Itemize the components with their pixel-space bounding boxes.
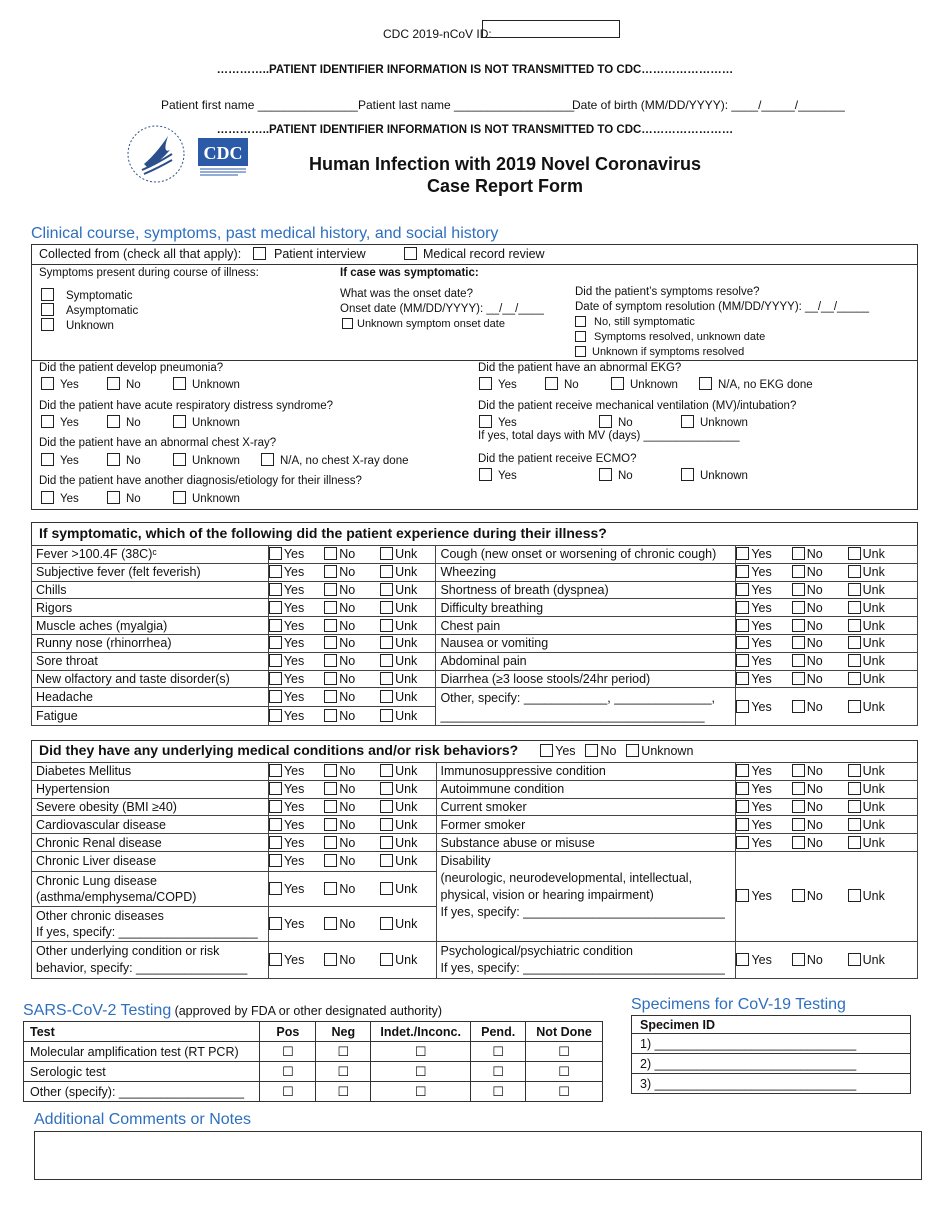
conditions-any-unknown[interactable]: Unknown bbox=[626, 744, 693, 758]
cdc-id-input[interactable] bbox=[482, 20, 620, 38]
divider bbox=[31, 264, 918, 265]
table-row bbox=[632, 1074, 911, 1094]
resolved-unknown-date-option[interactable]: Symptoms resolved, unknown date bbox=[575, 331, 765, 343]
condition-liver-unk-option[interactable]: Unk bbox=[380, 851, 436, 871]
condition-left-3-yes-option[interactable]: Yes bbox=[268, 816, 324, 834]
other-condition-field[interactable]: Other underlying condition or risk behavior, specify: ________________ bbox=[32, 941, 269, 978]
symptom-label: Wheezing bbox=[436, 563, 736, 581]
condition-left-0-unk-option[interactable]: Unk bbox=[380, 763, 436, 781]
symptom-label: New olfactory and taste disorder(s) bbox=[32, 670, 269, 688]
condition-right-2-no-option[interactable]: No bbox=[792, 798, 848, 816]
condition-right-0-yes-option[interactable]: Yes bbox=[736, 763, 792, 781]
comments-textarea[interactable] bbox=[34, 1131, 922, 1180]
symptom-left-4-yes-option[interactable]: Yes bbox=[268, 617, 324, 635]
mv-days-field[interactable]: If yes, total days with MV (days) _______________ bbox=[478, 430, 740, 442]
table-row bbox=[32, 798, 918, 816]
symptom-right-5-unk-option[interactable]: Unk bbox=[848, 634, 918, 652]
unknown-resolved-option[interactable]: Unknown if symptoms resolved bbox=[575, 346, 744, 358]
symptom-label: Diarrhea (≥3 loose stools/24hr period) bbox=[436, 670, 736, 688]
symptom-right-7-no-option[interactable]: No bbox=[792, 670, 848, 688]
condition-label: Substance abuse or misuse bbox=[436, 834, 736, 852]
disability-field[interactable]: Disability (neurologic, neurodevelopmental, intellectual, physical, vision or hearing impairment) If yes, specify: _____________________________ bbox=[436, 851, 736, 941]
symptom-right-0-no-option[interactable]: No bbox=[792, 546, 848, 564]
symptom-fatigue-yes-option[interactable]: Yes bbox=[268, 707, 324, 726]
specimen-id-field[interactable]: 2) _____________________________ bbox=[632, 1054, 911, 1074]
condition-label: Hypertension bbox=[32, 780, 269, 798]
test-result-checkbox[interactable]: ☐ bbox=[471, 1042, 526, 1062]
condition-left-4-yes-option[interactable]: Yes bbox=[268, 834, 324, 852]
onset-question: What was the onset date? bbox=[340, 288, 473, 300]
symptom-headache-no-option[interactable]: No bbox=[324, 688, 380, 707]
testing-column-header: Test bbox=[24, 1022, 260, 1042]
condition-right-1-unk-option[interactable]: Unk bbox=[848, 780, 918, 798]
symptom-left-7-no-option[interactable]: No bbox=[324, 670, 380, 688]
symptoms-heading: If symptomatic, which of the following did the patient experience during their illness? bbox=[39, 525, 607, 541]
symptom-label: Sore throat bbox=[32, 652, 269, 670]
condition-label: Chronic Renal disease bbox=[32, 834, 269, 852]
symptom-right-4-no-option[interactable]: No bbox=[792, 617, 848, 635]
symptom-right-4-yes-option[interactable]: Yes bbox=[736, 617, 792, 635]
symptom-label: Difficulty breathing bbox=[436, 599, 736, 617]
condition-liver-yes-option[interactable]: Yes bbox=[268, 851, 324, 871]
condition-right-0-no-option[interactable]: No bbox=[792, 763, 848, 781]
condition-lung-yes-option[interactable]: Yes bbox=[268, 871, 324, 906]
symptoms-present-label: Symptoms present during course of illness: bbox=[39, 267, 259, 279]
condition-left-1-yes-option[interactable]: Yes bbox=[268, 780, 324, 798]
specimen-id-header: Specimen ID bbox=[632, 1016, 911, 1034]
condition-left-4-unk-option[interactable]: Unk bbox=[380, 834, 436, 852]
resolution-date-field[interactable]: Date of symptom resolution (MM/DD/YYYY): __/__/_____ bbox=[575, 301, 870, 313]
test-result-checkbox[interactable]: ☐ bbox=[260, 1062, 316, 1082]
test-result-checkbox[interactable]: ☐ bbox=[260, 1082, 316, 1102]
table-row bbox=[32, 763, 918, 781]
table-row bbox=[32, 688, 918, 707]
testing-column-header: Indet./Inconc. bbox=[371, 1022, 471, 1042]
symptom-right-6-unk-option[interactable]: Unk bbox=[848, 652, 918, 670]
symptom-right-5-no-option[interactable]: No bbox=[792, 634, 848, 652]
symptom-fatigue-unk-option[interactable]: Unk bbox=[380, 707, 436, 726]
xray-question: Did the patient have an abnormal chest X-ray? bbox=[39, 437, 277, 449]
symptom-right-4-unk-option[interactable]: Unk bbox=[848, 617, 918, 635]
symptom-right-0-unk-option[interactable]: Unk bbox=[848, 546, 918, 564]
test-result-checkbox[interactable]: ☐ bbox=[526, 1082, 603, 1102]
testing-table bbox=[23, 1021, 603, 1102]
patient-first-name[interactable]: Patient first name _______________ bbox=[161, 98, 358, 112]
conditions-heading: Did they have any underlying medical conditions and/or risk behaviors? bbox=[39, 742, 519, 758]
condition-other-underlying-yes-option[interactable]: Yes bbox=[268, 941, 324, 978]
table-row bbox=[32, 581, 918, 599]
hhs-logo-icon bbox=[126, 124, 186, 184]
test-result-checkbox[interactable]: ☐ bbox=[371, 1062, 471, 1082]
symptom-left-0-unk-option[interactable]: Unk bbox=[380, 546, 436, 564]
conditions-header bbox=[39, 742, 693, 758]
symptom-left-5-yes-option[interactable]: Yes bbox=[268, 634, 324, 652]
onset-date-field[interactable]: Onset date (MM/DD/YYYY): __/__/____ bbox=[340, 303, 544, 315]
condition-other-chronic-no-option[interactable]: No bbox=[324, 906, 380, 941]
symptom-label: Fatigue bbox=[32, 707, 269, 726]
table-row bbox=[32, 652, 918, 670]
symptom-left-4-no-option[interactable]: No bbox=[324, 617, 380, 635]
mv-question: Did the patient receive mechanical ventilation (MV)/intubation? bbox=[478, 400, 797, 412]
symptom-headache-unk-option[interactable]: Unk bbox=[380, 688, 436, 707]
symptom-left-1-unk-option[interactable]: Unk bbox=[380, 563, 436, 581]
table-row bbox=[32, 780, 918, 798]
cdc-id-label: CDC 2019-nCoV ID: bbox=[383, 27, 492, 41]
symptom-right-3-no-option[interactable]: No bbox=[792, 599, 848, 617]
condition-label: Chronic Lung disease (asthma/emphysema/COPD) bbox=[32, 871, 269, 906]
condition-left-3-no-option[interactable]: No bbox=[324, 816, 380, 834]
testing-column-header: Pos bbox=[260, 1022, 316, 1042]
condition-label: Current smoker bbox=[436, 798, 736, 816]
table-row bbox=[32, 634, 918, 652]
symptom-right-5-yes-option[interactable]: Yes bbox=[736, 634, 792, 652]
symptom-label: Nausea or vomiting bbox=[436, 634, 736, 652]
test-result-checkbox[interactable]: ☐ bbox=[316, 1082, 371, 1102]
symptom-right-3-unk-option[interactable]: Unk bbox=[848, 599, 918, 617]
testing-column-header: Not Done bbox=[526, 1022, 603, 1042]
symptom-left-4-unk-option[interactable]: Unk bbox=[380, 617, 436, 635]
symptom-left-0-yes-option[interactable]: Yes bbox=[268, 546, 324, 564]
symptom-left-3-unk-option[interactable]: Unk bbox=[380, 599, 436, 617]
table-row bbox=[24, 1062, 603, 1082]
condition-right-4-no-option[interactable]: No bbox=[792, 834, 848, 852]
ecmo-question: Did the patient receive ECMO? bbox=[478, 453, 637, 465]
date-of-birth[interactable]: Date of birth (MM/DD/YYYY): ____/_____/_______ bbox=[572, 98, 845, 112]
symptom-label: Abdominal pain bbox=[436, 652, 736, 670]
mv-answers[interactable]: Yes No Unknown bbox=[479, 415, 748, 429]
condition-left-3-unk-option[interactable]: Unk bbox=[380, 816, 436, 834]
symptom-other-field[interactable]: Other, specify: ____________, ______________, ______________________________________ bbox=[436, 688, 736, 726]
symptom-left-6-yes-option[interactable]: Yes bbox=[268, 652, 324, 670]
condition-right-3-yes-option[interactable]: Yes bbox=[736, 816, 792, 834]
other-diagnosis-answers[interactable]: Yes No Unknown bbox=[41, 491, 240, 505]
condition-label: Former smoker bbox=[436, 816, 736, 834]
condition-liver-no-option[interactable]: No bbox=[324, 851, 380, 871]
table-row bbox=[32, 851, 918, 871]
divider bbox=[31, 360, 918, 361]
symptom-right-6-no-option[interactable]: No bbox=[792, 652, 848, 670]
symptom-label: Chills bbox=[32, 581, 269, 599]
pneumonia-question: Did the patient develop pneumonia? bbox=[39, 362, 224, 374]
xray-answers[interactable]: Yes No Unknown N/A, no chest X-ray done bbox=[41, 453, 408, 467]
test-result-checkbox[interactable]: ☐ bbox=[371, 1042, 471, 1062]
symptom-label: Muscle aches (myalgia) bbox=[32, 617, 269, 635]
symptom-other-no-option[interactable]: No bbox=[792, 688, 848, 726]
condition-right-1-no-option[interactable]: No bbox=[792, 780, 848, 798]
symptom-left-5-no-option[interactable]: No bbox=[324, 634, 380, 652]
testing-heading: SARS-CoV-2 Testing bbox=[23, 1002, 172, 1019]
symptom-label: Rigors bbox=[32, 599, 269, 617]
testing-heading-note: (approved by FDA or other designated authority) bbox=[174, 1004, 443, 1018]
collected-from-label: Collected from (check all that apply): bbox=[39, 247, 242, 261]
test-name: Molecular amplification test (RT PCR) bbox=[24, 1042, 260, 1062]
symptom-left-2-no-option[interactable]: No bbox=[324, 581, 380, 599]
condition-psych-no-option[interactable]: No bbox=[792, 941, 848, 978]
test-result-checkbox[interactable]: ☐ bbox=[526, 1062, 603, 1082]
condition-other-chronic-yes-option[interactable]: Yes bbox=[268, 906, 324, 941]
table-row bbox=[32, 546, 918, 564]
condition-label: Immunosuppressive condition bbox=[436, 763, 736, 781]
condition-label: Cardiovascular disease bbox=[32, 816, 269, 834]
table-row bbox=[32, 941, 918, 978]
symptom-other-unk-option[interactable]: Unk bbox=[848, 688, 918, 726]
symptom-left-7-unk-option[interactable]: Unk bbox=[380, 670, 436, 688]
condition-lung-no-option[interactable]: No bbox=[324, 871, 380, 906]
symptom-left-7-yes-option[interactable]: Yes bbox=[268, 670, 324, 688]
symptom-label: Cough (new onset or worsening of chronic cough) bbox=[436, 546, 736, 564]
condition-left-2-unk-option[interactable]: Unk bbox=[380, 798, 436, 816]
test-result-checkbox[interactable]: ☐ bbox=[526, 1042, 603, 1062]
condition-label: Severe obesity (BMI ≥40) bbox=[32, 798, 269, 816]
condition-right-2-unk-option[interactable]: Unk bbox=[848, 798, 918, 816]
symptom-left-1-yes-option[interactable]: Yes bbox=[268, 563, 324, 581]
condition-left-1-unk-option[interactable]: Unk bbox=[380, 780, 436, 798]
symptom-label: Subjective fever (felt feverish) bbox=[32, 563, 269, 581]
ekg-question: Did the patient have an abnormal EKG? bbox=[478, 362, 682, 374]
form-title-line2: Case Report Form bbox=[426, 176, 584, 196]
symptomatic-option[interactable]: Symptomatic bbox=[41, 288, 132, 302]
unknown-symptom-option[interactable]: Unknown bbox=[41, 318, 114, 332]
condition-right-4-unk-option[interactable]: Unk bbox=[848, 834, 918, 852]
comments-heading: Additional Comments or Notes bbox=[34, 1111, 251, 1128]
symptom-right-7-unk-option[interactable]: Unk bbox=[848, 670, 918, 688]
asymptomatic-option[interactable]: Asymptomatic bbox=[41, 303, 138, 317]
condition-right-4-yes-option[interactable]: Yes bbox=[736, 834, 792, 852]
test-result-checkbox[interactable]: ☐ bbox=[471, 1082, 526, 1102]
table-row bbox=[32, 834, 918, 852]
ekg-answers[interactable]: Yes No Unknown N/A, no EKG done bbox=[479, 377, 813, 391]
symptom-right-1-unk-option[interactable]: Unk bbox=[848, 563, 918, 581]
symptom-label: Fever >100.4F (38C)ᶜ bbox=[32, 546, 269, 564]
symptom-right-1-yes-option[interactable]: Yes bbox=[736, 563, 792, 581]
condition-other-chronic-unk-option[interactable]: Unk bbox=[380, 906, 436, 941]
test-result-checkbox[interactable]: ☐ bbox=[316, 1062, 371, 1082]
table-row bbox=[632, 1054, 911, 1074]
symptom-right-2-no-option[interactable]: No bbox=[792, 581, 848, 599]
condition-left-2-no-option[interactable]: No bbox=[324, 798, 380, 816]
condition-left-0-yes-option[interactable]: Yes bbox=[268, 763, 324, 781]
ecmo-answers[interactable]: Yes No Unknown bbox=[479, 468, 748, 482]
symptom-left-2-unk-option[interactable]: Unk bbox=[380, 581, 436, 599]
ards-question: Did the patient have acute respiratory distress syndrome? bbox=[39, 400, 334, 412]
ards-answers[interactable]: Yes No Unknown bbox=[41, 415, 240, 429]
symptom-left-3-yes-option[interactable]: Yes bbox=[268, 599, 324, 617]
symptom-right-2-unk-option[interactable]: Unk bbox=[848, 581, 918, 599]
condition-other-underlying-unk-option[interactable]: Unk bbox=[380, 941, 436, 978]
patient-last-name[interactable]: Patient last name __________________ bbox=[358, 98, 575, 112]
still-symptomatic-option[interactable]: No, still symptomatic bbox=[575, 316, 695, 328]
symptom-right-3-yes-option[interactable]: Yes bbox=[736, 599, 792, 617]
condition-disability-unk-option[interactable]: Unk bbox=[848, 851, 918, 941]
condition-right-2-yes-option[interactable]: Yes bbox=[736, 798, 792, 816]
symptom-left-6-no-option[interactable]: No bbox=[324, 652, 380, 670]
condition-left-1-no-option[interactable]: No bbox=[324, 780, 380, 798]
test-name[interactable]: Other (specify): __________________ bbox=[24, 1082, 260, 1102]
test-name: Serologic test bbox=[24, 1062, 260, 1082]
condition-label: Diabetes Mellitus bbox=[32, 763, 269, 781]
svg-text:CDC: CDC bbox=[203, 143, 243, 163]
condition-disability-yes-option[interactable]: Yes bbox=[736, 851, 792, 941]
resolve-question: Did the patient’s symptoms resolve? bbox=[575, 286, 760, 298]
psych-field[interactable]: Psychological/psychiatric condition If yes, specify: _____________________________ bbox=[436, 941, 736, 978]
symptom-label: Runny nose (rhinorrhea) bbox=[32, 634, 269, 652]
form-title-line1: Human Infection with 2019 Novel Coronavirus bbox=[308, 154, 702, 174]
unknown-onset-option[interactable]: Unknown symptom onset date bbox=[342, 318, 505, 330]
table-row bbox=[32, 816, 918, 834]
condition-lung-unk-option[interactable]: Unk bbox=[380, 871, 436, 906]
symptom-right-2-yes-option[interactable]: Yes bbox=[736, 581, 792, 599]
identifier-notice-2: …………..PATIENT IDENTIFIER INFORMATION IS NOT TRANSMITTED TO CDC…………………… bbox=[216, 124, 734, 136]
patient-interview-option[interactable]: Patient interview bbox=[253, 247, 366, 261]
conditions-any-no[interactable]: No bbox=[585, 744, 616, 758]
condition-psych-yes-option[interactable]: Yes bbox=[736, 941, 792, 978]
identifier-notice: …………..PATIENT IDENTIFIER INFORMATION IS NOT TRANSMITTED TO CDC…………………… bbox=[216, 64, 734, 76]
table-row bbox=[24, 1082, 603, 1102]
table-row bbox=[32, 599, 918, 617]
symptoms-table bbox=[31, 545, 918, 726]
test-result-checkbox[interactable]: ☐ bbox=[316, 1042, 371, 1062]
symptom-headache-yes-option[interactable]: Yes bbox=[268, 688, 324, 707]
testing-column-header: Pend. bbox=[471, 1022, 526, 1042]
table-row bbox=[32, 563, 918, 581]
other-diagnosis-question: Did the patient have another diagnosis/etiology for their illness? bbox=[39, 475, 362, 487]
symptom-left-2-yes-option[interactable]: Yes bbox=[268, 581, 324, 599]
section-clinical-heading: Clinical course, symptoms, past medical history, and social history bbox=[31, 225, 499, 242]
if-symptomatic-label: If case was symptomatic: bbox=[340, 267, 479, 279]
specimens-heading: Specimens for CoV-19 Testing bbox=[631, 996, 846, 1013]
condition-psych-unk-option[interactable]: Unk bbox=[848, 941, 918, 978]
condition-left-4-no-option[interactable]: No bbox=[324, 834, 380, 852]
symptom-left-5-unk-option[interactable]: Unk bbox=[380, 634, 436, 652]
table-row bbox=[632, 1034, 911, 1054]
symptom-left-1-no-option[interactable]: No bbox=[324, 563, 380, 581]
symptom-right-1-no-option[interactable]: No bbox=[792, 563, 848, 581]
specimen-id-field[interactable]: 1) _____________________________ bbox=[632, 1034, 911, 1054]
symptom-label: Chest pain bbox=[436, 617, 736, 635]
test-result-checkbox[interactable]: ☐ bbox=[371, 1082, 471, 1102]
symptom-other-yes-option[interactable]: Yes bbox=[736, 688, 792, 726]
condition-right-0-unk-option[interactable]: Unk bbox=[848, 763, 918, 781]
conditions-any-yes[interactable]: Yes bbox=[540, 744, 575, 758]
symptom-left-6-unk-option[interactable]: Unk bbox=[380, 652, 436, 670]
specimen-id-field[interactable]: 3) _____________________________ bbox=[632, 1074, 911, 1094]
symptom-right-7-yes-option[interactable]: Yes bbox=[736, 670, 792, 688]
table-row bbox=[24, 1042, 603, 1062]
condition-label: Chronic Liver disease bbox=[32, 851, 269, 871]
condition-label: Autoimmune condition bbox=[436, 780, 736, 798]
condition-right-1-yes-option[interactable]: Yes bbox=[736, 780, 792, 798]
table-row bbox=[32, 670, 918, 688]
medical-record-option[interactable]: Medical record review bbox=[404, 247, 545, 261]
symptom-left-0-no-option[interactable]: No bbox=[324, 546, 380, 564]
symptom-label: Shortness of breath (dyspnea) bbox=[436, 581, 736, 599]
cdc-logo-icon bbox=[198, 138, 248, 176]
condition-right-3-unk-option[interactable]: Unk bbox=[848, 816, 918, 834]
table-row bbox=[32, 617, 918, 635]
test-result-checkbox[interactable]: ☐ bbox=[471, 1062, 526, 1082]
condition-right-3-no-option[interactable]: No bbox=[792, 816, 848, 834]
symptom-left-3-no-option[interactable]: No bbox=[324, 599, 380, 617]
condition-left-0-no-option[interactable]: No bbox=[324, 763, 380, 781]
conditions-table bbox=[31, 762, 918, 979]
condition-other-underlying-no-option[interactable]: No bbox=[324, 941, 380, 978]
specimens-table bbox=[631, 1015, 911, 1094]
symptom-label: Headache bbox=[32, 688, 269, 707]
testing-heading-row bbox=[23, 1002, 442, 1020]
pneumonia-answers[interactable]: Yes No Unknown bbox=[41, 377, 240, 391]
symptom-right-0-yes-option[interactable]: Yes bbox=[736, 546, 792, 564]
condition-left-2-yes-option[interactable]: Yes bbox=[268, 798, 324, 816]
symptom-fatigue-no-option[interactable]: No bbox=[324, 707, 380, 726]
test-result-checkbox[interactable]: ☐ bbox=[260, 1042, 316, 1062]
other-chronic-field[interactable]: Other chronic diseases If yes, specify: ____________________ bbox=[32, 906, 269, 941]
testing-column-header: Neg bbox=[316, 1022, 371, 1042]
condition-disability-no-option[interactable]: No bbox=[792, 851, 848, 941]
symptom-right-6-yes-option[interactable]: Yes bbox=[736, 652, 792, 670]
